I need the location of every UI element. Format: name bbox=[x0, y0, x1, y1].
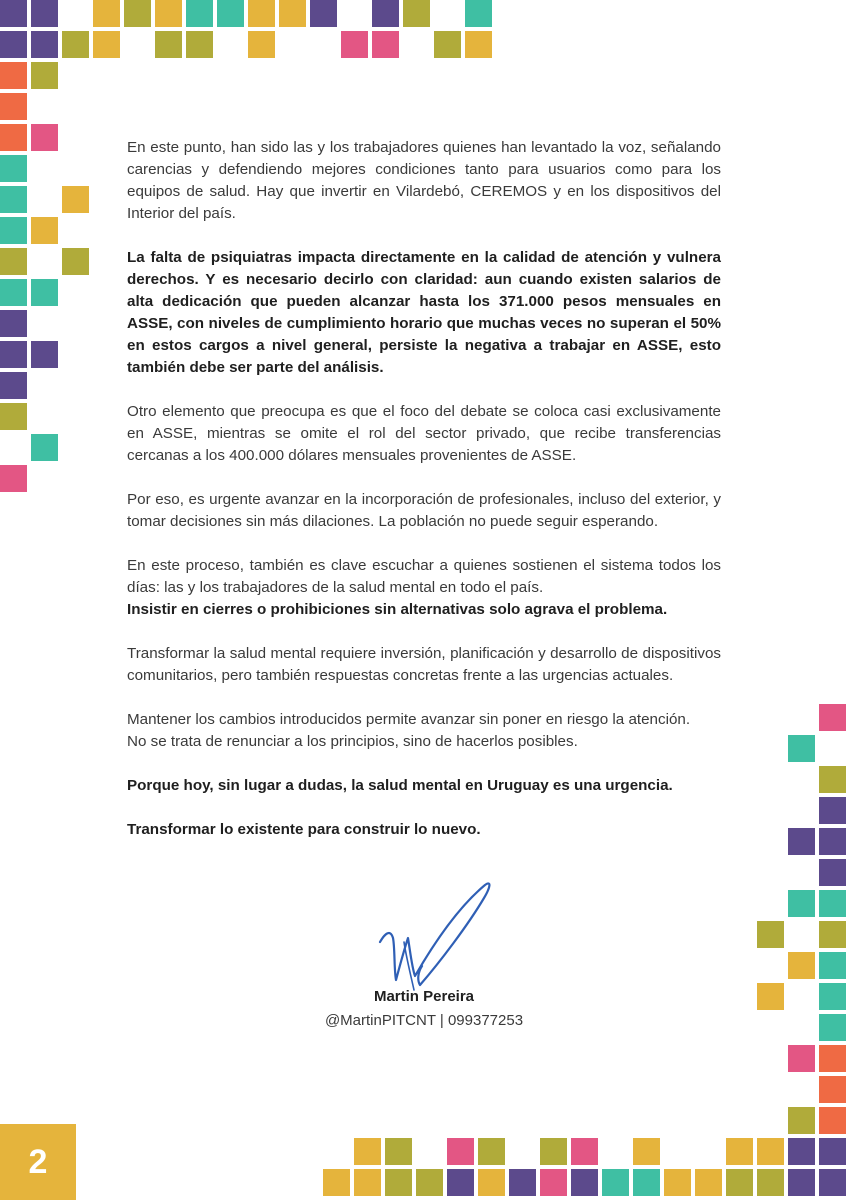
mosaic-tile bbox=[124, 0, 151, 27]
mosaic-tile bbox=[509, 1169, 536, 1196]
mosaic-tile bbox=[819, 704, 846, 731]
mosaic-tile bbox=[403, 0, 430, 27]
mosaic-tile bbox=[0, 31, 27, 58]
mosaic-tile bbox=[0, 465, 27, 492]
mosaic-tile bbox=[385, 1138, 412, 1165]
mosaic-tile bbox=[155, 0, 182, 27]
mosaic-tile bbox=[31, 217, 58, 244]
mosaic-tile bbox=[0, 310, 27, 337]
mosaic-tile bbox=[416, 1169, 443, 1196]
paragraph-listen-workers: En este proceso, también es clave escuchar a quienes sostienen el sistema todos los días: las y los trabajadores de la salud mental en todo el país. bbox=[127, 557, 721, 596]
mosaic-tile bbox=[93, 31, 120, 58]
mosaic-tile bbox=[186, 31, 213, 58]
mosaic-tile bbox=[31, 279, 58, 306]
letter-body bbox=[127, 137, 721, 863]
mosaic-tile bbox=[819, 1014, 846, 1041]
signature-name: Martin Pereira bbox=[373, 988, 475, 1005]
paragraph-urgent-hiring: Por eso, es urgente avanzar en la incorporación de profesionales, incluso del exterior, y tomar decisiones sin más dilaciones. La población no puede seguir esperando. bbox=[127, 491, 721, 530]
mosaic-tile bbox=[447, 1138, 474, 1165]
mosaic-tile bbox=[31, 124, 58, 151]
mosaic-tile bbox=[788, 890, 815, 917]
mosaic-tile bbox=[354, 1169, 381, 1196]
mosaic-tile bbox=[31, 0, 58, 27]
mosaic-tile bbox=[478, 1169, 505, 1196]
mosaic-tile bbox=[819, 766, 846, 793]
mosaic-tile bbox=[819, 1138, 846, 1165]
paragraph-transform: Transformar la salud mental requiere inversión, planificación y desarrollo de dispositivos comunitarios, pero también respuestas concretas frente a las urgencias actuales. bbox=[127, 645, 721, 684]
mosaic-tile bbox=[186, 0, 213, 27]
mosaic-tile bbox=[31, 31, 58, 58]
mosaic-tile bbox=[0, 279, 27, 306]
mosaic-tile bbox=[0, 124, 27, 151]
mosaic-tile bbox=[465, 0, 492, 27]
mosaic-tile bbox=[31, 62, 58, 89]
mosaic-tile bbox=[602, 1169, 629, 1196]
mosaic-tile bbox=[155, 31, 182, 58]
mosaic-tile bbox=[788, 1045, 815, 1072]
mosaic-tile bbox=[0, 372, 27, 399]
mosaic-tile bbox=[788, 952, 815, 979]
mosaic-tile bbox=[0, 62, 27, 89]
mosaic-tile bbox=[788, 1169, 815, 1196]
mosaic-tile bbox=[372, 0, 399, 27]
mosaic-tile bbox=[819, 983, 846, 1010]
mosaic-tile bbox=[279, 0, 306, 27]
mosaic-tile bbox=[757, 983, 784, 1010]
mosaic-tile bbox=[819, 859, 846, 886]
mosaic-tile bbox=[310, 0, 337, 27]
mosaic-tile bbox=[341, 31, 368, 58]
mosaic-tile bbox=[633, 1169, 660, 1196]
mosaic-tile bbox=[819, 952, 846, 979]
mosaic-tile bbox=[31, 434, 58, 461]
paragraph-workers: En este punto, han sido las y los trabajadores quienes han levantado la voz, señalando carencias y defendiendo mejores condiciones tanto para usuarios como para los equipos de salud. Hay que invertir en Vilardebó, CEREMOS y en los dispositivos del Interior del país. bbox=[127, 139, 721, 222]
mosaic-tile bbox=[323, 1169, 350, 1196]
page-number: 2 bbox=[0, 1124, 76, 1200]
paragraph-private-sector: Otro elemento que preocupa es que el foco del debate se coloca casi exclusivamente en ASSE, mientras se omite el rol del sector privado, que recibe transferencias cercanas a los 400.000 dólares mensuales provenientes de ASSE. bbox=[127, 403, 721, 464]
mosaic-tile bbox=[93, 0, 120, 27]
mosaic-tile bbox=[0, 93, 27, 120]
mosaic-tile bbox=[217, 0, 244, 27]
mosaic-tile bbox=[62, 186, 89, 213]
mosaic-tile bbox=[788, 1138, 815, 1165]
mosaic-tile bbox=[788, 1107, 815, 1134]
mosaic-tile bbox=[354, 1138, 381, 1165]
mosaic-tile bbox=[726, 1169, 753, 1196]
mosaic-tile bbox=[0, 155, 27, 182]
paragraph-urgency: Porque hoy, sin lugar a dudas, la salud mental en Uruguay es una urgencia. bbox=[127, 777, 673, 794]
mosaic-tile bbox=[540, 1169, 567, 1196]
mosaic-tile bbox=[757, 1169, 784, 1196]
mosaic-tile bbox=[819, 1076, 846, 1103]
mosaic-tile bbox=[819, 921, 846, 948]
mosaic-tile bbox=[540, 1138, 567, 1165]
mosaic-tile bbox=[571, 1138, 598, 1165]
mosaic-tile bbox=[788, 828, 815, 855]
mosaic-tile bbox=[819, 797, 846, 824]
mosaic-tile bbox=[248, 31, 275, 58]
mosaic-tile bbox=[434, 31, 461, 58]
mosaic-tile bbox=[447, 1169, 474, 1196]
mosaic-tile bbox=[0, 248, 27, 275]
signature-contact: @MartinPITCNT | 099377253 bbox=[324, 1012, 524, 1029]
mosaic-tile bbox=[757, 1138, 784, 1165]
paragraph-principles: No se trata de renunciar a los principios, sino de hacerlos posibles. bbox=[127, 733, 578, 750]
paragraph-psychiatrists: La falta de psiquiatras impacta directamente en la calidad de atención y vulnera derechos. Y es necesario decirlo con claridad: aun cuando existen salarios de alta dedicación que pueden alcanzar hasta los 371.000 pesos mensuales en ASSE, con niveles de cumplimiento horario que muchas veces no superan el 50% en estos cargos a nivel general, persiste la negativa a trabajar en ASSE, esto también debe ser parte del análisis. bbox=[127, 249, 721, 376]
handwritten-signature bbox=[360, 880, 500, 1005]
mosaic-tile bbox=[62, 248, 89, 275]
mosaic-tile bbox=[788, 735, 815, 762]
mosaic-tile bbox=[726, 1138, 753, 1165]
mosaic-tile bbox=[819, 1169, 846, 1196]
mosaic-tile bbox=[571, 1169, 598, 1196]
mosaic-tile bbox=[478, 1138, 505, 1165]
mosaic-tile bbox=[819, 1107, 846, 1134]
mosaic-tile bbox=[819, 1045, 846, 1072]
mosaic-tile bbox=[819, 828, 846, 855]
mosaic-tile bbox=[0, 403, 27, 430]
mosaic-tile bbox=[385, 1169, 412, 1196]
mosaic-tile bbox=[633, 1138, 660, 1165]
paragraph-keep-changes: Mantener los cambios introducidos permite avanzar sin poner en riesgo la atención. bbox=[127, 711, 691, 728]
paragraph-closing: Transformar lo existente para construir lo nuevo. bbox=[127, 821, 481, 838]
paragraph-closures-warning: Insistir en cierres o prohibiciones sin alternativas solo agrava el problema. bbox=[127, 601, 668, 618]
mosaic-tile bbox=[664, 1169, 691, 1196]
mosaic-tile bbox=[757, 921, 784, 948]
mosaic-tile bbox=[0, 217, 27, 244]
mosaic-tile bbox=[465, 31, 492, 58]
mosaic-tile bbox=[31, 341, 58, 368]
mosaic-tile bbox=[0, 186, 27, 213]
mosaic-tile bbox=[248, 0, 275, 27]
mosaic-tile bbox=[819, 890, 846, 917]
mosaic-tile bbox=[0, 341, 27, 368]
mosaic-tile bbox=[0, 0, 27, 27]
mosaic-tile bbox=[372, 31, 399, 58]
mosaic-tile bbox=[695, 1169, 722, 1196]
mosaic-tile bbox=[62, 31, 89, 58]
